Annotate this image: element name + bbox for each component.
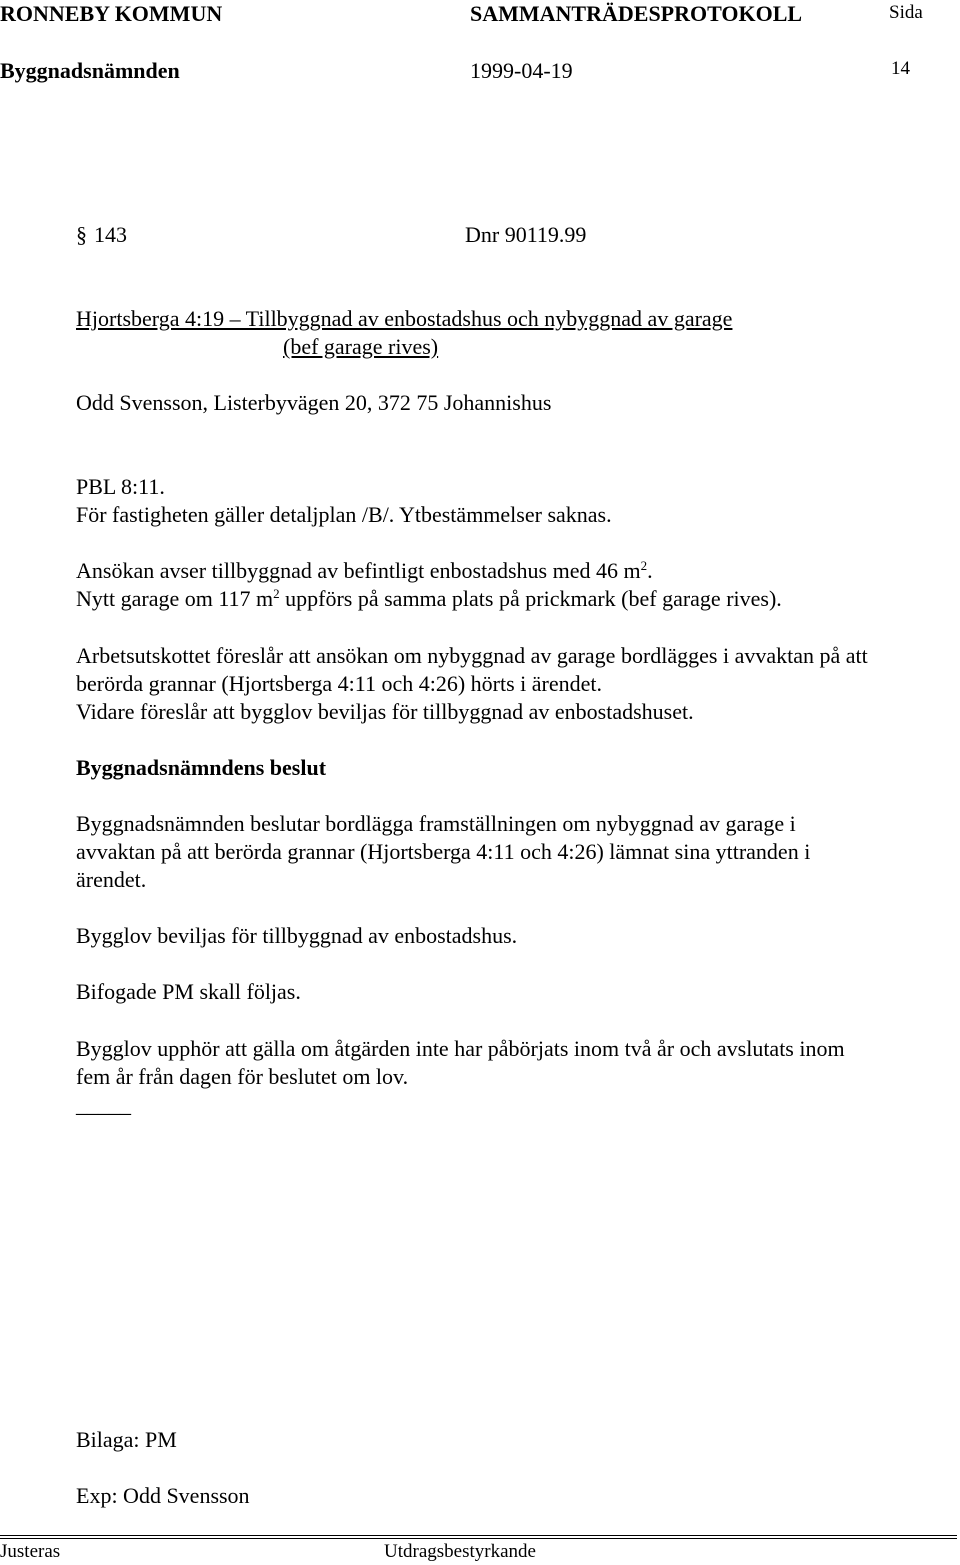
proposal-line: berörda grannar (Hjortsberga 4:11 och 4:26) hörts i ärendet. [76, 671, 602, 696]
plan-text: För fastigheten gäller detaljplan /B/. Ytbestämmelser saknas. [76, 502, 612, 527]
decision-validity: fem år från dagen för beslutet om lov. [76, 1064, 409, 1089]
meeting-date: 1999-04-19 [470, 58, 573, 83]
decision-pm: Bifogade PM skall följas. [76, 979, 301, 1004]
section-sign: § [76, 222, 87, 247]
proposal-line: Arbetsutskottet föreslår att ansökan om nybyggnad av garage bordlägges i avvaktan på att [76, 643, 868, 668]
paragraph-number: 143 [94, 222, 127, 247]
committee-name: Byggnadsnämnden [0, 58, 180, 83]
decision-heading: Byggnadsnämndens beslut [76, 755, 327, 780]
garage-text: Nytt garage om 117 $m^2$ uppförs på samma plats på prickmark (bef garage rives). [76, 586, 782, 611]
applicant: Odd Svensson, Listerbyvägen 20, 372 75 Johannishus [76, 390, 552, 415]
page-label: Sida [889, 2, 923, 23]
footer-justeras: Justeras [0, 1541, 61, 1562]
case-title: Hjortsberga 4:19 – Tillbyggnad av enbostadshus och nybyggnad av garage [76, 306, 733, 331]
case-title-continuation: (bef garage rives) [283, 334, 439, 359]
footer-rule [0, 1535, 957, 1536]
dnr: Dnr 90119.99 [465, 222, 587, 247]
application-text: Ansökan avser tillbyggnad av befintligt enbostadshus med 46 $m^2$. [76, 558, 653, 583]
distribution-label: Exp: Odd Svensson [76, 1483, 250, 1508]
decision-validity: Bygglov upphör att gälla om åtgärden inte har påbörjats inom två år och avslutats inom [76, 1036, 845, 1061]
decision-line: ärendet. [76, 867, 147, 892]
proposal-line: Vidare föreslår att bygglov beviljas för tillbyggnad av enbostadshuset. [76, 699, 694, 724]
attachment-label: Bilaga: PM [76, 1427, 177, 1452]
decision-permit: Bygglov beviljas för tillbyggnad av enbostadshus. [76, 923, 518, 948]
footer-utdragsbestyrkande: Utdragsbestyrkande [384, 1541, 536, 1562]
footer-rule [0, 1538, 957, 1539]
municipality-name: RONNEBY KOMMUN [0, 1, 223, 26]
page-number: 14 [891, 58, 910, 79]
law-reference: PBL 8:11. [76, 474, 165, 499]
end-mark: _____ [76, 1092, 131, 1117]
decision-line: Byggnadsnämnden beslutar bordlägga framställningen om nybyggnad av garage i [76, 811, 796, 836]
decision-line: avvaktan på att berörda grannar (Hjortsberga 4:11 och 4:26) lämnat sina yttranden i [76, 839, 811, 864]
document-type: SAMMANTRÄDESPROTOKOLL [470, 1, 803, 26]
